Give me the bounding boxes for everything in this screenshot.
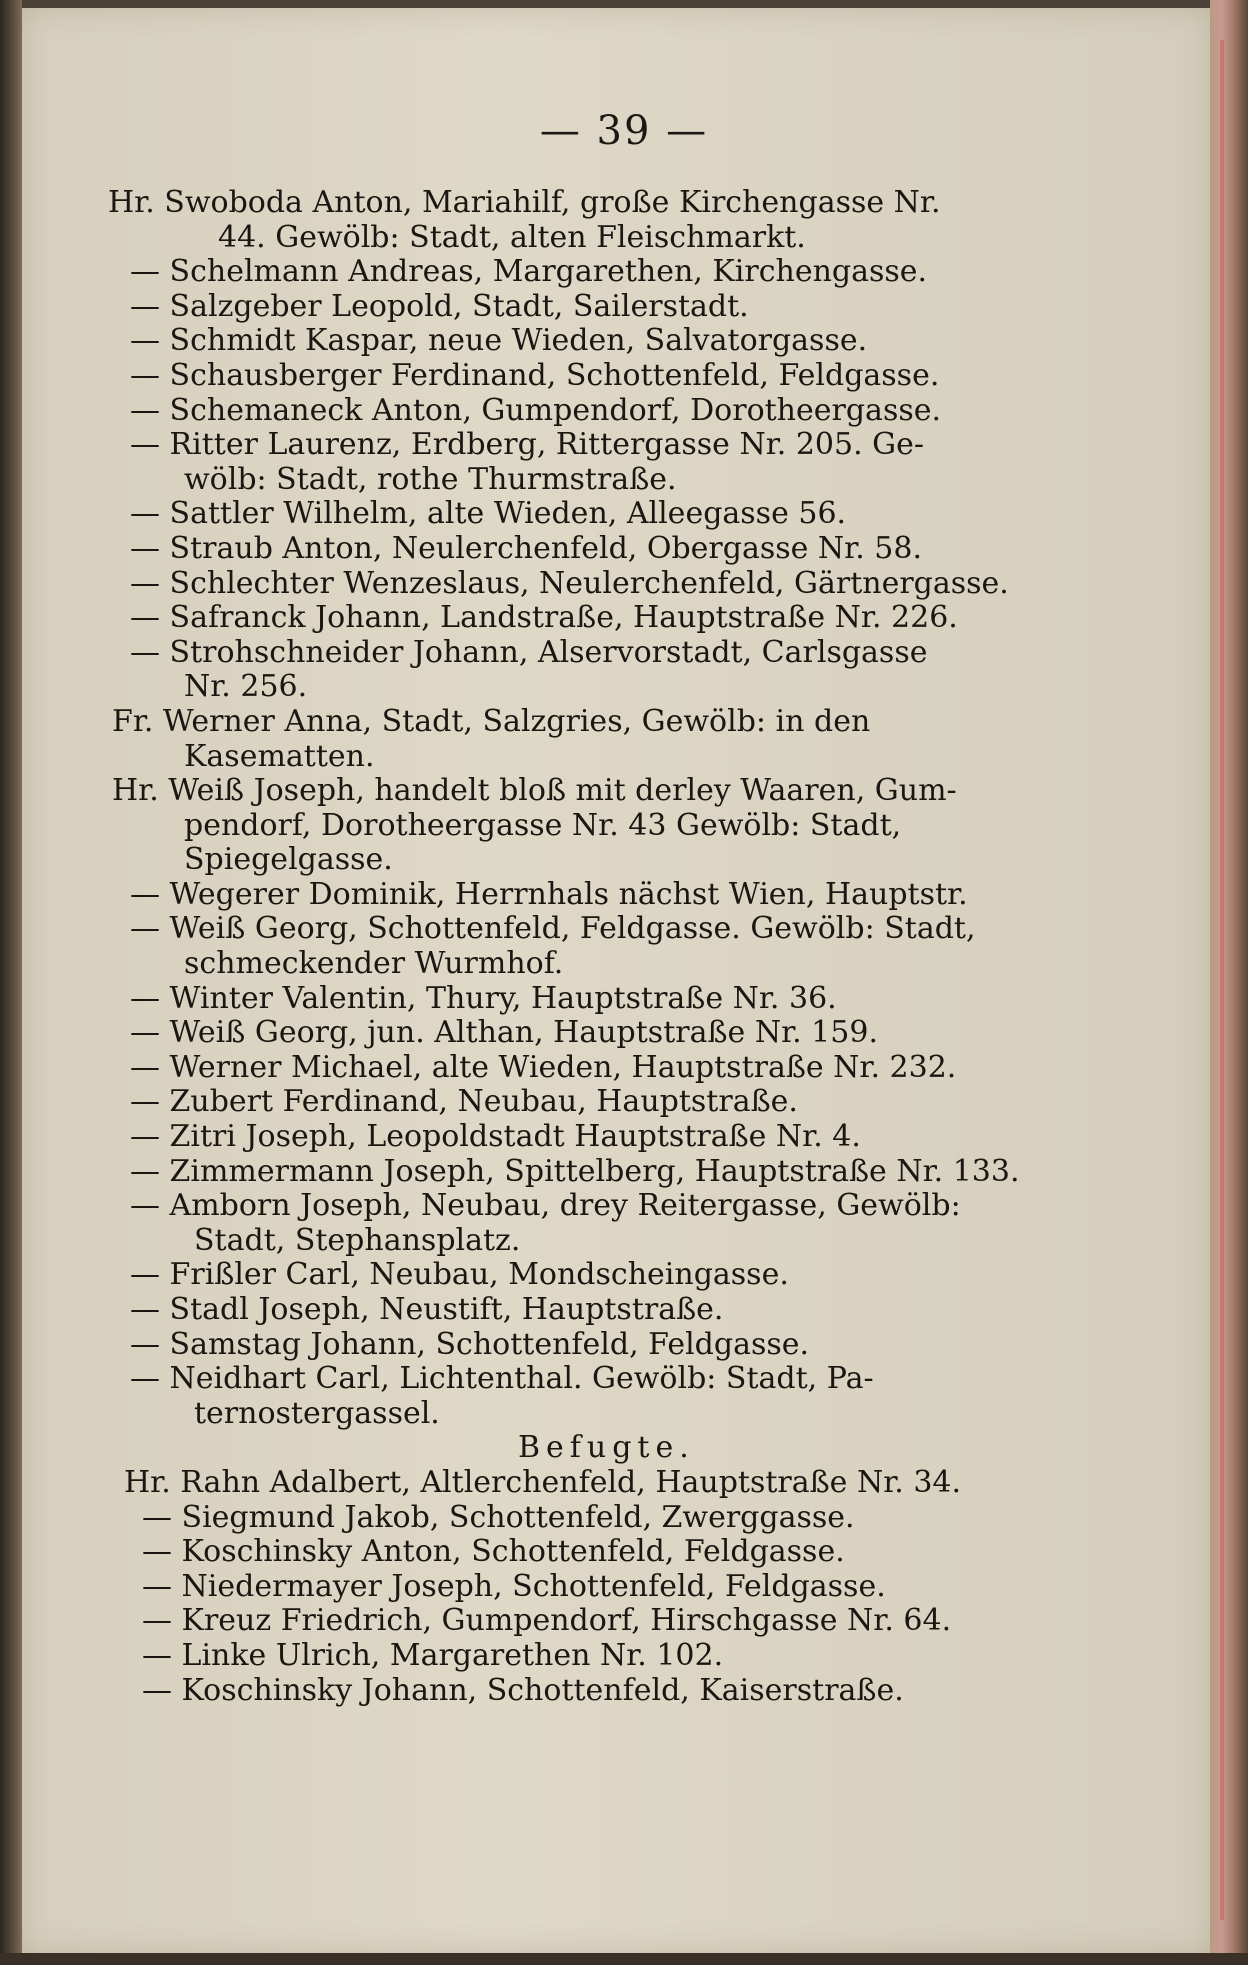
text-line: — Zimmermann Joseph, Spittelberg, Hauptstraße Nr. 133. bbox=[130, 1153, 1020, 1189]
text-line: — Zitri Joseph, Leopoldstadt Hauptstraße Nr. 4. bbox=[130, 1119, 861, 1155]
text-line: — Weiß Georg, Schottenfeld, Feldgasse. Gewölb: Stadt, bbox=[130, 911, 976, 947]
text-line: — Werner Michael, alte Wieden, Hauptstraße Nr. 232. bbox=[130, 1049, 957, 1085]
text-line: — Schelmann Andreas, Margarethen, Kirchengasse. bbox=[130, 254, 928, 290]
text-line: ternostergassel. bbox=[194, 1395, 440, 1431]
text-line: — Zubert Ferdinand, Neubau, Hauptstraße. bbox=[130, 1084, 798, 1120]
text-line: — Schmidt Kaspar, neue Wieden, Salvatorgasse. bbox=[130, 323, 868, 359]
text-line: — Kreuz Friedrich, Gumpendorf, Hirschgasse Nr. 64. bbox=[142, 1603, 952, 1639]
text-line: — Winter Valentin, Thury, Hauptstraße Nr. 36. bbox=[130, 980, 837, 1016]
text-line: — Salzgeber Leopold, Stadt, Sailerstadt. bbox=[130, 288, 749, 324]
text-line: schmeckender Wurmhof. bbox=[184, 946, 564, 982]
text-line: wölb: Stadt, rothe Thurmstraße. bbox=[184, 461, 677, 497]
text-line: 44. Gewölb: Stadt, alten Fleischmarkt. bbox=[218, 219, 806, 255]
text-line: — Strohschneider Johann, Alservorstadt, Carlsgasse bbox=[130, 634, 928, 670]
text-line: — Frißler Carl, Neubau, Mondscheingasse. bbox=[130, 1257, 789, 1293]
text-line: — Schlechter Wenzeslaus, Neulerchenfeld, Gärtnergasse. bbox=[130, 565, 1009, 601]
text-line: Hr. Weiß Joseph, handelt bloß mit derley Waaren, Gum- bbox=[112, 773, 957, 809]
text-line: — Schausberger Ferdinand, Schottenfeld, Feldgasse. bbox=[130, 357, 940, 393]
text-line: pendorf, Dorotheergasse Nr. 43 Gewölb: Stadt, bbox=[184, 807, 902, 843]
text-line: Fr. Werner Anna, Stadt, Salzgries, Gewölb: in den bbox=[112, 703, 871, 739]
text-line: — Niedermayer Joseph, Schottenfeld, Feldgasse. bbox=[142, 1568, 886, 1604]
text-line: — Koschinsky Anton, Schottenfeld, Feldgasse. bbox=[142, 1534, 845, 1570]
red-edge-line bbox=[1220, 40, 1224, 1920]
text-line: Hr. Rahn Adalbert, Altlerchenfeld, Hauptstraße Nr. 34. bbox=[124, 1464, 962, 1500]
text-line: — Weiß Georg, jun. Althan, Hauptstraße Nr. 159. bbox=[130, 1015, 878, 1051]
bottom-shadow bbox=[0, 1953, 1248, 1965]
text-line: — Neidhart Carl, Lichtenthal. Gewölb: Stadt, Pa- bbox=[130, 1361, 874, 1397]
text-line: Nr. 256. bbox=[184, 669, 308, 705]
text-line: — Safranck Johann, Landstraße, Hauptstraße Nr. 226. bbox=[130, 600, 958, 636]
text-line: — Stadl Joseph, Neustift, Hauptstraße. bbox=[130, 1292, 724, 1327]
text-line: — Sattler Wilhelm, alte Wieden, Alleegasse 56. bbox=[130, 496, 847, 532]
text-line: — Koschinsky Johann, Schottenfeld, Kaiserstraße. bbox=[142, 1672, 904, 1708]
text-line: — Amborn Joseph, Neubau, drey Reitergasse, Gewölb: bbox=[130, 1188, 961, 1224]
text-line: Stadt, Stephansplatz. bbox=[194, 1222, 521, 1258]
text-line: — Ritter Laurenz, Erdberg, Rittergasse Nr. 205. Ge- bbox=[130, 427, 925, 463]
text-line: — Wegerer Dominik, Herrnhals nächst Wien, Hauptstr. bbox=[130, 876, 968, 912]
section-heading: Befugte. bbox=[518, 1430, 695, 1466]
text-line: — Schemaneck Anton, Gumpendorf, Dorotheergasse. bbox=[130, 392, 942, 428]
text-line: — Samstag Johann, Schottenfeld, Feldgasse. bbox=[130, 1326, 810, 1362]
text-line: — Linke Ulrich, Margarethen Nr. 102. bbox=[142, 1637, 724, 1673]
text-line: — Siegmund Jakob, Schottenfeld, Zwerggasse. bbox=[142, 1499, 855, 1535]
page-text bbox=[108, 186, 1078, 1708]
text-line: — Straub Anton, Neulerchenfeld, Obergasse Nr. 58. bbox=[130, 530, 923, 566]
text-line: Hr. Swoboda Anton, Mariahilf, große Kirchengasse Nr. bbox=[108, 185, 941, 220]
text-line: Kasematten. bbox=[184, 738, 375, 774]
page-edge bbox=[1210, 0, 1248, 1965]
text-line: Spiegelgasse. bbox=[184, 842, 393, 878]
book-spine bbox=[0, 0, 22, 1965]
page-number: — 39 — bbox=[539, 108, 709, 154]
